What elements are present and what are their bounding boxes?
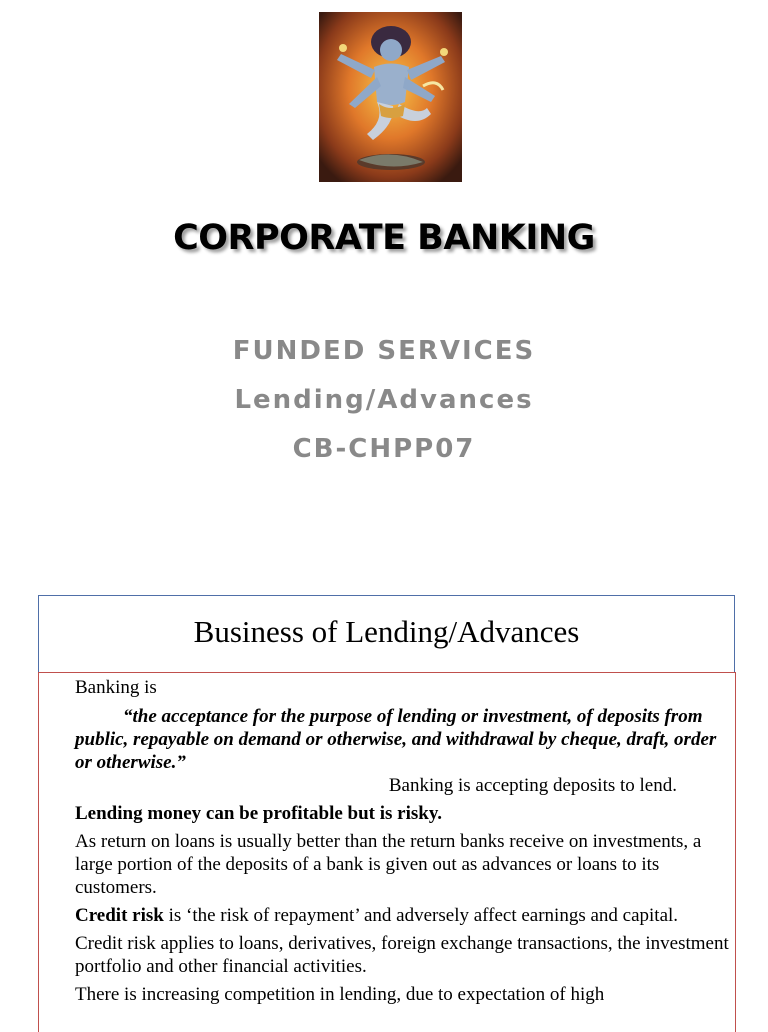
banking-is-text: Banking is [75, 677, 157, 698]
presentation-title: CORPORATE BANKING [173, 218, 595, 258]
slide2-header [38, 595, 735, 672]
subtitle-line-course-code: CB-CHPP07 [292, 434, 476, 464]
deity-image [319, 12, 462, 182]
subtitle-line-lending-advances: Lending/Advances [234, 385, 534, 415]
slide2-title: Business of Lending/Advances [193, 614, 580, 649]
return-on-loans-paragraph: As return on loans is usually better than the return banks receive on investments, a large portion of the deposits of a bank is given out as advances or loans to its customers. [75, 831, 702, 898]
banking-definition-quote: “the acceptance for the purpose of lending or investment, of deposits from public, repayable on demand or otherwise, and withdrawal by cheque, draft, order or otherwise.” [75, 706, 717, 773]
lending-risky-text: Lending money can be profitable but is risky. [75, 803, 443, 824]
competition-paragraph: There is increasing competition in lending, due to expectation of high [75, 984, 605, 1005]
subtitle-block [0, 333, 768, 480]
credit-risk-applies-paragraph: Credit risk applies to loans, derivatives, foreign exchange transactions, the investment portfolio and other financial activities. [75, 933, 729, 977]
credit-risk-definition: is ‘the risk of repayment’ and adversely affect earnings and capital. [163, 905, 679, 926]
credit-risk-paragraph [75, 904, 735, 927]
credit-risk-term: Credit risk [75, 905, 164, 926]
accepting-deposits-text: Banking is accepting deposits to lend. [388, 775, 677, 796]
slide2-body [38, 672, 736, 1032]
subtitle-line-funded-services: FUNDED SERVICES [232, 336, 536, 366]
